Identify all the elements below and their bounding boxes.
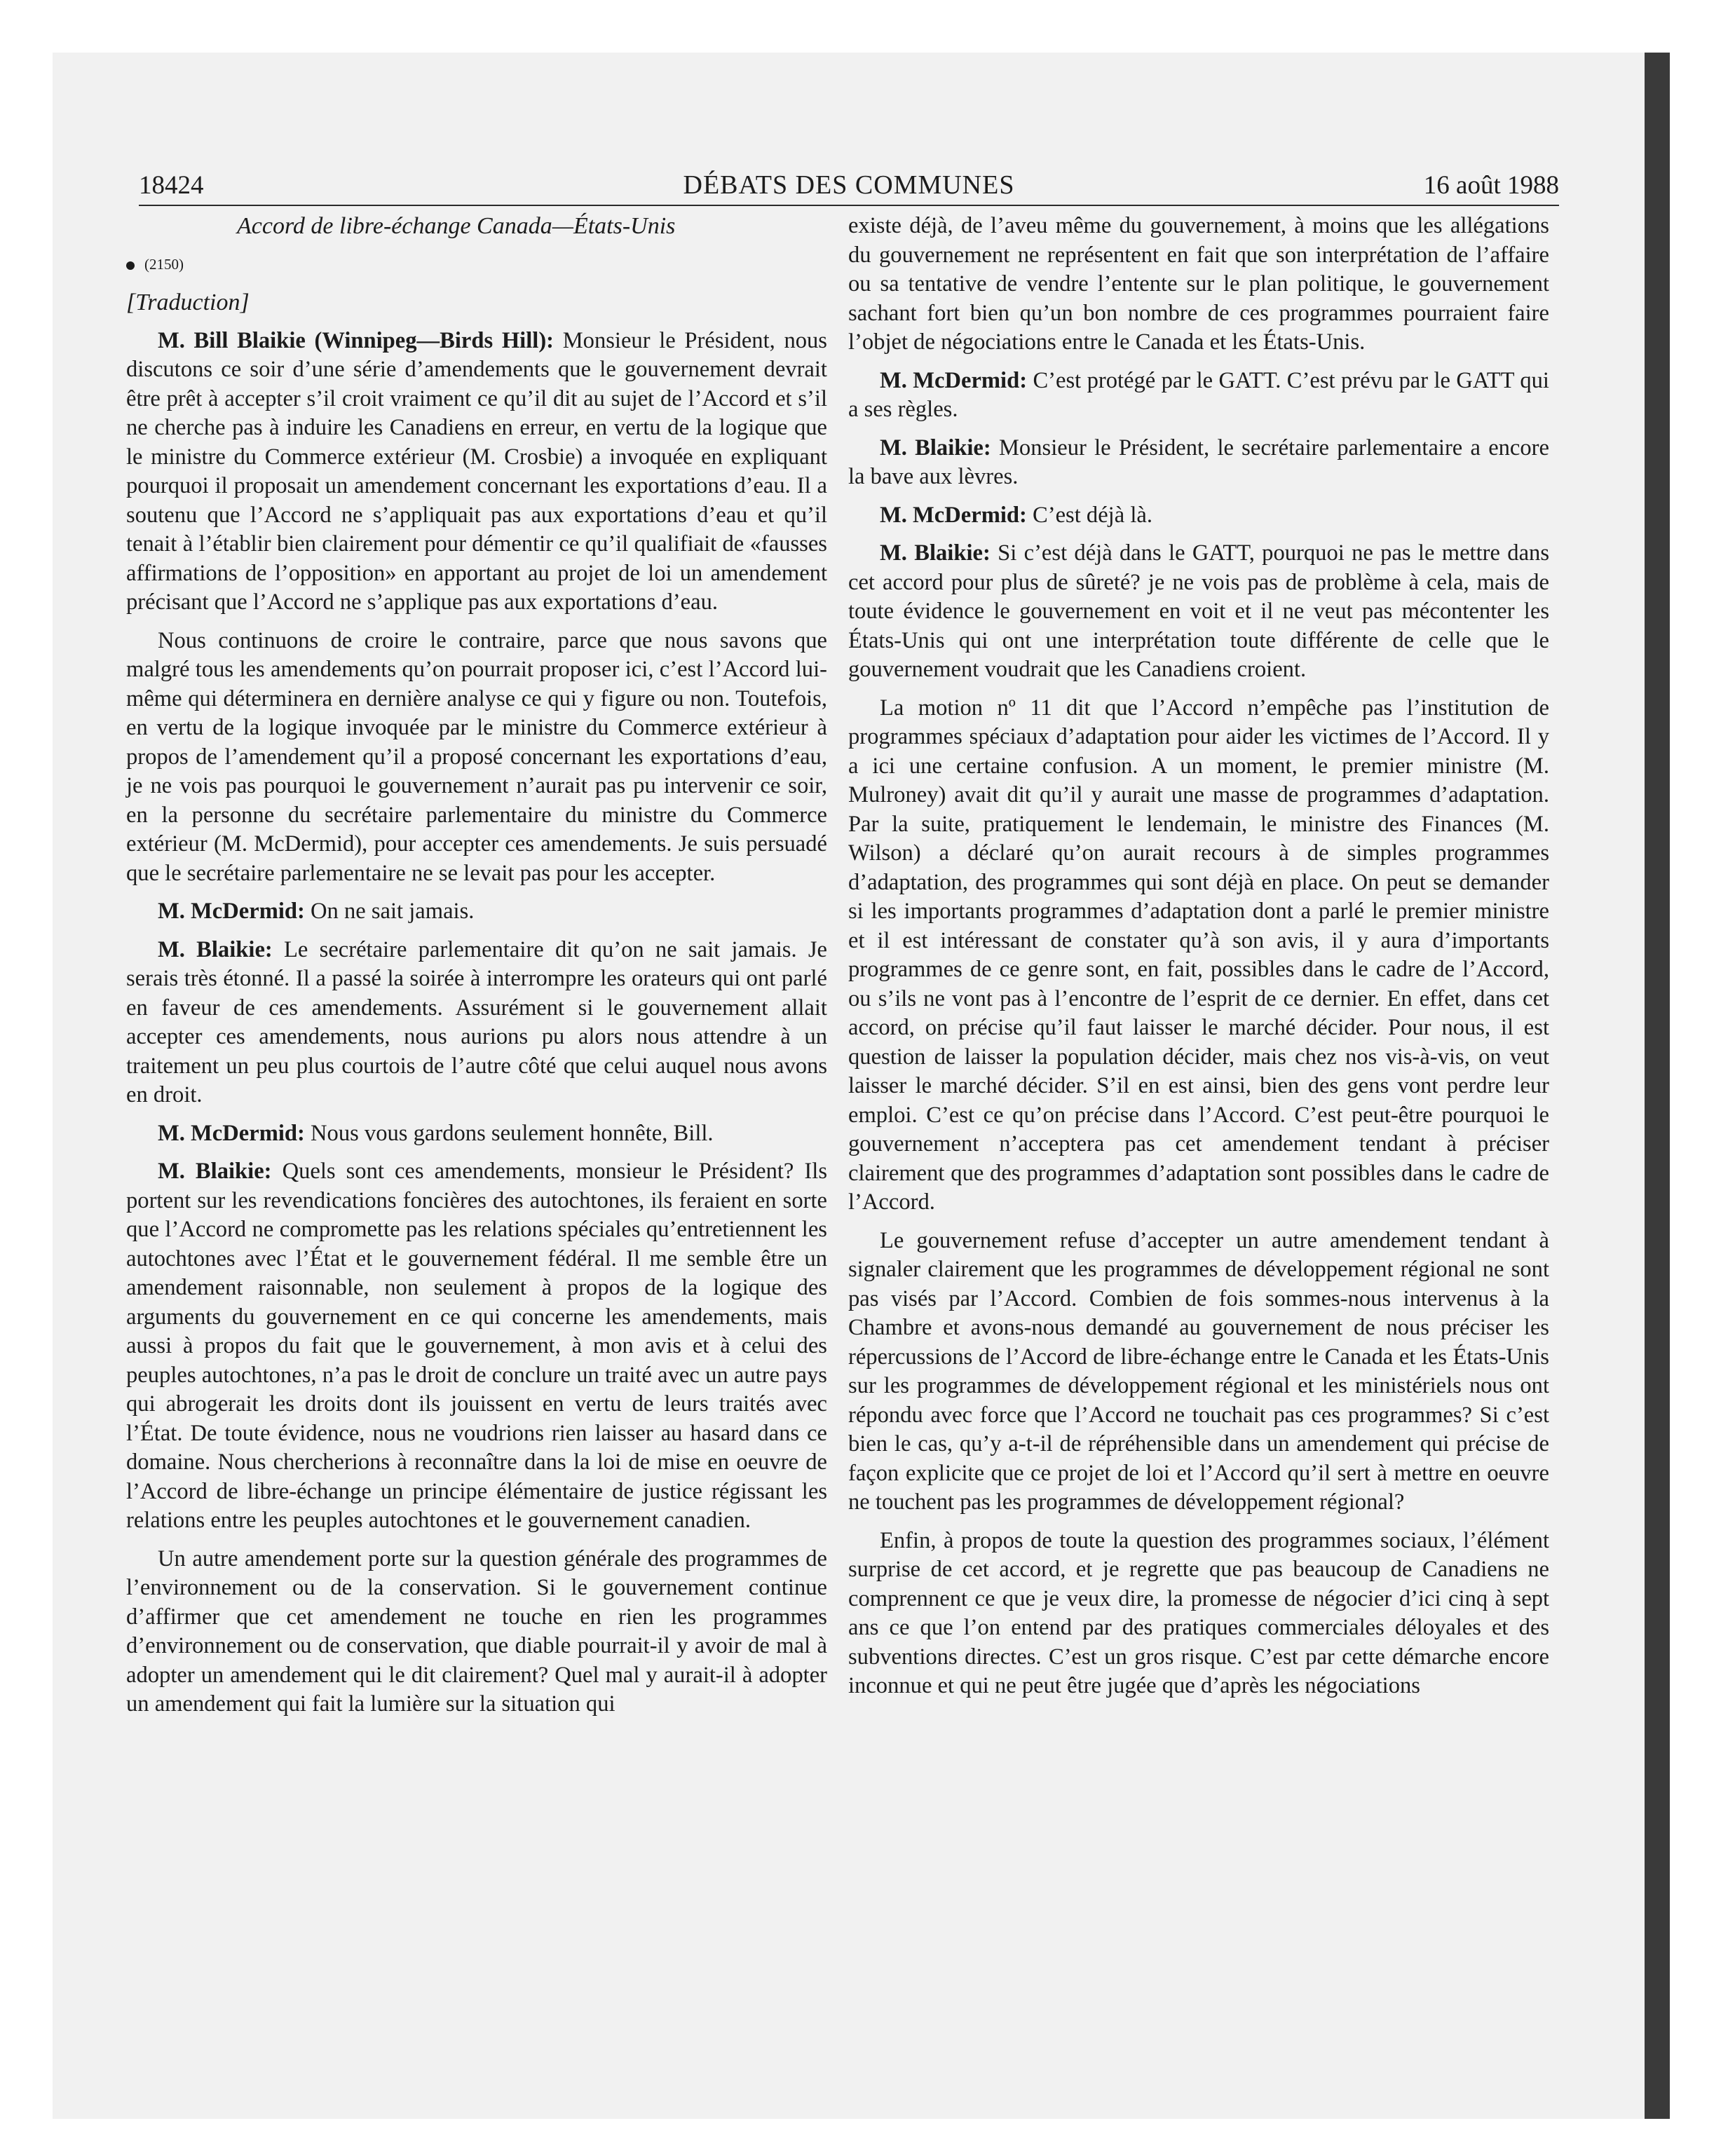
paragraph-text: Le gouvernement refuse d’accepter un autre amendement tendant à signaler clairement que les programmes de développement régional ne sont pas visés par l’Accord. Combien de fois sommes-nous intervenus à la Chambre et avons-nous demandé au gouvernement de nous préciser les répercussions de l’Accord de libre-échange entre le Canada et les États-Unis sur les programmes de développement régional et les ministériels nous ont répondu avec force que l’Accord ne touchait pas ces programmes? Si c’est bien le cas, qu’y a-t-il de répréhensible dans un amendement qui précise de façon explicite que ce projet de loi et l’Accord qu’il sert à mettre en oeuvre ne touchent pas les programmes de développement régional? xyxy=(848,1227,1549,1515)
paragraph xyxy=(126,897,827,927)
subject-heading: Accord de libre-échange Canada—États-Unis xyxy=(237,213,676,239)
paragraph-text: La motion nº 11 dit que l’Accord n’empêche pas l’institution de programmes spéciaux d’adaptation pour aider les victimes de l’Accord. Il y a ici une certaine confusion. A un moment, le premier ministre (M. Mulroney) avait dit qu’il y aurait une masse de programmes d’adaptation. Par la suite, pratiquement le lendemain, le ministre des Finances (M. Wilson) a déclaré qu’on aurait recours à de simples programmes d’adaptation, des programmes qui sont déjà en place. On peut se demander si les importants programmes d’adaptation dont a parlé le premier ministre et il est intéressant de constater qu’à son avis, il y aura d’importants programmes de ce genre sont, en fait, possibles dans le cadre de l’Accord, ou s’ils ne vont pas à l’encontre de l’esprit de ce dernier. En effet, dans cet accord, on précise qu’il faut laisser le marché décider. Pour nous, il est question de laisser la population décider, mais chez nos vis-à-vis, on veut laisser le marché décider. S’il en est ainsi, bien des gens vont perdre leur emploi. C’est ce qu’on précise dans l’Accord. C’est peut-être pourquoi le gouvernement n’acceptera pas cet amendement tendant à préciser clairement que des programmes d’adaptation sont possibles dans le cadre de l’Accord. xyxy=(848,695,1549,1215)
paragraph xyxy=(848,1527,1549,1701)
paragraph xyxy=(126,936,827,1110)
timestamp-text: (2150) xyxy=(144,255,184,273)
speaker-name: M. McDermid: xyxy=(158,899,305,924)
publication-title: DÉBATS DES COMMUNES xyxy=(683,170,1015,200)
speaker-name: M. Blaikie: xyxy=(158,936,273,962)
speaker-name: M. Blaikie: xyxy=(880,540,991,566)
paragraph-text: Si c’est déjà dans le GATT, pourquoi ne pas le mettre dans cet accord pour plus de sûreté? je ne vois pas de problème à cela, mais de toute évidence le gouvernement en voit et il ne veut pas mécontenter les États-Unis qui ont une interprétation toute différente de celle que le gouvernement voudrait que les Canadiens croient. xyxy=(848,540,1549,682)
paragraph-text: Enfin, à propos de toute la question des programmes sociaux, l’élément surprise de cet accord, et je regrette que pas beaucoup de Canadiens ne comprennent ce que je veux dire, la promesse de négocier d’ici cinq à sept ans ce que l’on entend par des pratiques commerciales déloyales et des subventions directes. C’est un gros risque. C’est par cette démarche encore inconnue et qui ne peut être jugée que d’après les négociations xyxy=(848,1527,1549,1698)
paragraph-text: C’est protégé par le GATT. C’est prévu par le GATT qui a ses règles. xyxy=(848,367,1549,422)
paragraph-text: Le secrétaire parlementaire dit qu’on ne sait jamais. Je serais très étonné. Il a passé la soirée à interrompre les orateurs qui ont parlé en faveur de ces amendements. Assurément si le gouvernement allait accepter ces amendements, nous aurions pu alors nous attendre à un traitement un peu plus courtois de l’autre côté que celui auquel nous avons en droit. xyxy=(126,936,828,1107)
scan-edge-bar xyxy=(1645,53,1670,2119)
paragraph xyxy=(126,1119,827,1149)
page-date: 16 août 1988 xyxy=(1423,171,1559,200)
paragraph-text: Nous vous gardons seulement honnête, Bill. xyxy=(304,1120,714,1146)
timestamp xyxy=(126,250,827,280)
paragraph xyxy=(848,501,1549,531)
paragraph xyxy=(126,1545,827,1719)
bullet-icon xyxy=(126,261,135,270)
paragraph-text: Quels sont ces amendements, monsieur le Président? Ils portent sur les revendications foncières des autochtones, ils feraient en sorte que l’Accord ne compromette pas les relations spéciales qu’entretiennent les autochtones avec l’État et le gouvernement fédéral. Il me semble être un amendement raisonnable, non seulement à propos de la logique des arguments du gouvernement en ce qui concerne les amendements, mais aussi à propos du fait que le gouvernement, à mon avis et à celui des peuples autochtones, n’a pas le droit de conclure un traité avec un autre pays qui abrogerait les droits dont ils jouissent en vertu de leurs traités avec l’État. De toute évidence, nous ne voudrions rien laisser au hasard dans ce domaine. Nous chercherions à reconnaître dans la loi de mise en oeuvre de l’Accord de libre-échange un principe élémentaire de justice régissant les relations entre les peuples autochtones et le gouvernement canadien. xyxy=(126,1159,827,1533)
speaker-name: M. McDermid: xyxy=(880,502,1027,528)
paragraph xyxy=(126,627,827,889)
paragraph xyxy=(848,539,1549,685)
paragraph xyxy=(848,694,1549,1217)
paragraph xyxy=(126,327,827,618)
left-column xyxy=(126,212,827,1728)
paragraph xyxy=(126,1157,827,1536)
paragraph-text: On ne sait jamais. xyxy=(304,899,475,924)
paragraph-text: C’est déjà là. xyxy=(1026,502,1152,528)
speaker-name: M. Bill Blaikie (Winnipeg—Birds Hill): xyxy=(158,327,554,353)
translation-tag: [Traduction] xyxy=(126,289,250,315)
paragraph-text: existe déjà, de l’aveu même du gouvernement, à moins que les allégations du gouvernement ne représentent en fait que son interprétation de l’affaire ou sa tentative de vendre l’entente sur le plan politique, le gouvernement sachant fort bien qu’un bon nombre de ces programmes pourraient faire l’objet de négociations entre le Canada et les États-Unis. xyxy=(848,213,1549,355)
speaker-name: M. Blaikie: xyxy=(880,435,991,460)
speaker-name: M. McDermid: xyxy=(158,1120,305,1146)
page-header xyxy=(139,163,1559,206)
right-column xyxy=(848,212,1549,1710)
paragraph-text: Monsieur le Président, le secrétaire parlementaire a encore la bave aux lèvres. xyxy=(848,435,1549,489)
speaker-name: M. McDermid: xyxy=(880,367,1028,393)
page-number: 18424 xyxy=(139,171,204,200)
paragraph-text: Un autre amendement porte sur la question générale des programmes de l’environnement ou de la conservation. Si le gouvernement continue d’affirmer que cet amendement ne touche en rien les programmes d’environnement ou de conservation, que diable pourrait-il y avoir de mal à adopter un amendement qui le dit clairement? Quel mal y aurait-il à adopter un amendement qui fait la lumière sur la situation qui xyxy=(126,1546,827,1717)
paragraph xyxy=(848,434,1549,492)
paragraph-text: Nous continuons de croire le contraire, parce que nous savons que malgré tous les amendements qu’on pourrait proposer ici, c’est l’Accord lui-même qui déterminera en dernière analyse ce qui y figure ou non. Toutefois, en vertu de la logique invoquée par le ministre du Commerce extérieur à propos de l’amendement qu’il a proposé concernant les exportations d’eau, je ne vois pas pourquoi le gouvernement n’aurait pas pu intervenir ce soir, en la personne du secrétaire parlementaire du ministre du Commerce extérieur (M. McDermid), pour accepter ces amendements. Je suis persuadé que le secrétaire parlementaire ne se levait pas pour les accepter. xyxy=(126,627,827,886)
speaker-name: M. Blaikie: xyxy=(158,1159,272,1184)
paragraph xyxy=(848,1227,1549,1517)
paragraph-text: Monsieur le Président, nous discutons ce soir d’une série d’amendements que le gouvernement devrait être prêt à accepter s’il croit vraiment ce qu’il dit au sujet de l’Accord et s’il ne cherche pas à induire les Canadiens en erreur, en vertu de la logique que le ministre du Commerce extérieur (M. Crosbie) a invoquée en expliquant pourquoi il proposait un amendement concernant les exportations d’eau. Il a soutenu que l’Accord ne s’appliquait pas aux exportations d’eau et qu’il tenait à l’établir bien clairement pour démentir ce qu’il qualifiait de «fausses affirmations de l’opposition» en apportant au projet de loi un amendement précisant que l’Accord ne s’applique pas aux exportations d’eau. xyxy=(126,327,827,615)
paragraph xyxy=(848,212,1549,357)
paragraph xyxy=(848,367,1549,425)
